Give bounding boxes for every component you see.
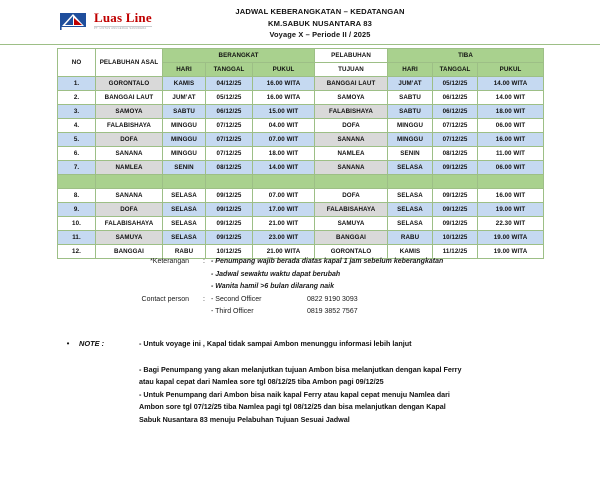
title-line-1: JADWAL KEBERANGKATAN – KEDATANGAN: [235, 7, 405, 16]
row-tiba-hari: MINGGU: [388, 119, 433, 133]
row-tiba-hari: SELASA: [388, 161, 433, 175]
document-titles: [0, 6, 600, 41]
row-tiba-hari: KAMIS: [388, 245, 433, 259]
separator-cell: [206, 175, 253, 189]
separator-cell: [478, 175, 544, 189]
row-pelabuhan-asal: DOFA: [96, 133, 163, 147]
row-no: 6.: [58, 147, 96, 161]
table-row: [58, 161, 544, 175]
row-berangkat-pukul: 16.00 WITA: [253, 91, 315, 105]
row-berangkat-tanggal: 09/12/25: [206, 189, 253, 203]
table-separator: [58, 175, 544, 189]
separator-cell: [433, 175, 478, 189]
table-row: [58, 77, 544, 91]
contact-row: [57, 294, 547, 307]
row-tiba-hari: SELASA: [388, 203, 433, 217]
contact-phone-2[interactable]: 0819 3852 7567: [307, 308, 358, 315]
keterangan-row: [57, 281, 547, 294]
row-berangkat-tanggal: 08/12/25: [206, 161, 253, 175]
row-tiba-pukul: 16.00 WIT: [478, 189, 544, 203]
table-head: [58, 49, 544, 77]
row-tiba-pukul: 19.00 WITA: [478, 245, 544, 259]
row-tiba-hari: JUM’AT: [388, 77, 433, 91]
contact-entry-2: [211, 306, 547, 319]
row-tiba-pukul: 14.00 WIT: [478, 91, 544, 105]
row-berangkat-tanggal: 09/12/25: [206, 217, 253, 231]
row-pelabuhan-tujuan: FALABISAHAYA: [315, 203, 388, 217]
row-pelabuhan-tujuan: DOFA: [315, 189, 388, 203]
row-berangkat-pukul: 07.00 WIT: [253, 189, 315, 203]
schedule-table: [57, 48, 544, 259]
contact-row: [57, 306, 547, 319]
keterangan-spacer-colon: [203, 281, 211, 294]
note-row: [57, 338, 557, 426]
row-tiba-pukul: 19.00 WIT: [478, 203, 544, 217]
row-tiba-hari: SENIN: [388, 147, 433, 161]
table-body-voyage-return: [58, 189, 544, 259]
row-tiba-hari: MINGGU: [388, 133, 433, 147]
separator-cell: [253, 175, 315, 189]
separator-cell: [388, 175, 433, 189]
separator-cell: [96, 175, 163, 189]
row-berangkat-tanggal: 07/12/25: [206, 133, 253, 147]
row-no: 8.: [58, 189, 96, 203]
row-tiba-tanggal: 09/12/25: [433, 189, 478, 203]
row-berangkat-hari: SENIN: [163, 161, 206, 175]
row-berangkat-pukul: 21.00 WIT: [253, 217, 315, 231]
keterangan-spacer: [57, 269, 203, 282]
keterangan-item-2: - Jadwal sewaktu waktu dapat berubah: [211, 270, 341, 278]
keterangan-item-3: - Wanita hamil >6 bulan dilarang naik: [211, 283, 334, 290]
row-berangkat-hari: MINGGU: [163, 119, 206, 133]
row-pelabuhan-asal: BANGGAI: [96, 245, 163, 259]
row-berangkat-pukul: 04.00 WIT: [253, 119, 315, 133]
row-no: 12.: [58, 245, 96, 259]
row-berangkat-hari: RABU: [163, 245, 206, 259]
row-tiba-tanggal: 09/12/25: [433, 217, 478, 231]
row-berangkat-tanggal: 10/12/25: [206, 245, 253, 259]
row-berangkat-hari: KAMIS: [163, 77, 206, 91]
row-berangkat-hari: SELASA: [163, 217, 206, 231]
row-berangkat-hari: SELASA: [163, 231, 206, 245]
row-tiba-tanggal: 07/12/25: [433, 119, 478, 133]
row-tiba-pukul: 06.00 WIT: [478, 161, 544, 175]
table-row: [58, 105, 544, 119]
row-tiba-tanggal: 09/12/25: [433, 203, 478, 217]
row-tiba-tanggal: 11/12/25: [433, 245, 478, 259]
table-row: [58, 189, 544, 203]
table-body-voyage-outbound: [58, 77, 544, 175]
row-tiba-tanggal: 06/12/25: [433, 91, 478, 105]
row-berangkat-hari: SELASA: [163, 203, 206, 217]
row-no: 11.: [58, 231, 96, 245]
col-header-pelabuhan-tujuan-line1: PELABUHAN: [315, 49, 388, 63]
col-header-berangkat-tanggal: TANGGAL: [206, 63, 253, 77]
row-berangkat-tanggal: 05/12/25: [206, 91, 253, 105]
row-berangkat-pukul: 07.00 WIT: [253, 133, 315, 147]
keterangan-label: *Keterangan: [150, 258, 189, 265]
col-header-pelabuhan-tujuan-line2: TUJUAN: [315, 63, 388, 77]
title-line-2: KM.SABUK NUSANTARA 83: [268, 18, 372, 28]
row-pelabuhan-asal: SAMUYA: [96, 231, 163, 245]
row-berangkat-hari: SABTU: [163, 105, 206, 119]
contact-label: Contact person: [141, 295, 189, 303]
col-header-berangkat-hari: HARI: [163, 63, 206, 77]
col-header-no: NO: [58, 49, 96, 77]
col-header-tiba: TIBA: [388, 49, 544, 63]
note-body: [139, 338, 557, 426]
row-pelabuhan-asal: DOFA: [96, 203, 163, 217]
title-line-3: Voyage X – Periode II / 2025: [269, 30, 371, 39]
row-berangkat-tanggal: 07/12/25: [206, 119, 253, 133]
row-tiba-tanggal: 05/12/25: [433, 77, 478, 91]
row-tiba-pukul: 22.30 WIT: [478, 217, 544, 231]
row-tiba-pukul: 18.00 WIT: [478, 105, 544, 119]
row-pelabuhan-tujuan: BANGGAI: [315, 231, 388, 245]
table-row: [58, 147, 544, 161]
row-tiba-pukul: 14.00 WITA: [478, 77, 544, 91]
keterangan-block: [57, 256, 547, 319]
col-header-tiba-hari: HARI: [388, 63, 433, 77]
col-header-tiba-tanggal: TANGGAL: [433, 63, 478, 77]
row-tiba-hari: SELASA: [388, 217, 433, 231]
row-pelabuhan-tujuan: FALABISHAYA: [315, 105, 388, 119]
row-no: 2.: [58, 91, 96, 105]
note-label: NOTE :: [79, 339, 105, 348]
document-header: [0, 0, 600, 45]
contact-role-2: - Third Officer: [211, 308, 254, 315]
row-berangkat-tanggal: 06/12/25: [206, 105, 253, 119]
row-pelabuhan-asal: SAMOYA: [96, 105, 163, 119]
row-tiba-hari: SABTU: [388, 91, 433, 105]
col-header-berangkat: BERANGKAT: [163, 49, 315, 63]
row-no: 5.: [58, 133, 96, 147]
row-no: 10.: [58, 217, 96, 231]
contact-role-1: - Second Officer: [211, 295, 262, 303]
row-pelabuhan-tujuan: DOFA: [315, 119, 388, 133]
row-pelabuhan-tujuan: SANANA: [315, 161, 388, 175]
row-pelabuhan-asal: SANANA: [96, 189, 163, 203]
row-tiba-pukul: 06.00 WIT: [478, 119, 544, 133]
table-row: [58, 133, 544, 147]
row-berangkat-tanggal: 09/12/25: [206, 231, 253, 245]
row-pelabuhan-asal: GORONTALO: [96, 77, 163, 91]
row-pelabuhan-asal: NAMLEA: [96, 161, 163, 175]
brand-tagline: PT. LINTAS ANUGERAH SAMUDERA: [94, 26, 152, 31]
row-berangkat-hari: MINGGU: [163, 147, 206, 161]
note-line-3: atau kapal cepat dari Namlea sore tgl 08/12/25 tiba Ambon pagi 09/12/25: [139, 377, 384, 386]
contact-spacer-colon: [203, 306, 211, 319]
brand-name: Luas Line: [94, 10, 152, 26]
row-no: 4.: [58, 119, 96, 133]
row-tiba-tanggal: 06/12/25: [433, 105, 478, 119]
row-no: 9.: [58, 203, 96, 217]
row-pelabuhan-asal: FALABISAHAYA: [96, 217, 163, 231]
row-pelabuhan-tujuan: NAMLEA: [315, 147, 388, 161]
table-row: [58, 91, 544, 105]
row-pelabuhan-tujuan: SANANA: [315, 133, 388, 147]
row-pelabuhan-tujuan: SAMUYA: [315, 217, 388, 231]
row-pelabuhan-tujuan: SAMOYA: [315, 91, 388, 105]
row-berangkat-tanggal: 09/12/25: [206, 203, 253, 217]
row-berangkat-pukul: 16.00 WITA: [253, 77, 315, 91]
row-berangkat-hari: SELASA: [163, 189, 206, 203]
row-pelabuhan-asal: BANGGAI LAUT: [96, 91, 163, 105]
table-row: [58, 217, 544, 231]
row-berangkat-pukul: 17.00 WIT: [253, 203, 315, 217]
separator-row: [58, 175, 544, 189]
separator-cell: [58, 175, 96, 189]
row-pelabuhan-asal: FALABISHAYA: [96, 119, 163, 133]
row-berangkat-pukul: 23.00 WIT: [253, 231, 315, 245]
note-line-2: - Bagi Penumpang yang akan melanjutkan tujuan Ambon bisa melanjutkan dengan kapal Ferry: [139, 364, 462, 374]
table-row: [58, 119, 544, 133]
row-tiba-hari: SABTU: [388, 105, 433, 119]
row-tiba-tanggal: 10/12/25: [433, 231, 478, 245]
row-berangkat-hari: JUM’AT: [163, 91, 206, 105]
row-tiba-hari: RABU: [388, 231, 433, 245]
separator-cell: [315, 175, 388, 189]
separator-cell: [163, 175, 206, 189]
header-row-top: [58, 49, 544, 63]
row-pelabuhan-tujuan: GORONTALO: [315, 245, 388, 259]
row-tiba-tanggal: 08/12/25: [433, 147, 478, 161]
row-no: 3.: [58, 105, 96, 119]
row-no: 1.: [58, 77, 96, 91]
row-pelabuhan-asal: SANANA: [96, 147, 163, 161]
row-berangkat-pukul: 14.00 WIT: [253, 161, 315, 175]
table-row: [58, 231, 544, 245]
row-berangkat-pukul: 15.00 WIT: [253, 105, 315, 119]
note-line-5: Ambon sore tgl 07/12/25 tiba Namlea pagi tgl 08/12/25 dan bisa melanjutkan dengan Kapal: [139, 402, 446, 411]
keterangan-spacer: [57, 281, 203, 294]
row-tiba-tanggal: 07/12/25: [433, 133, 478, 147]
row-berangkat-hari: MINGGU: [163, 133, 206, 147]
bullet-icon: •: [66, 339, 70, 348]
col-header-berangkat-pukul: PUKUL: [253, 63, 315, 77]
contact-entry-1: [211, 294, 547, 307]
row-tiba-pukul: 16.00 WIT: [478, 133, 544, 147]
note-block: [57, 338, 557, 426]
note-line-6: Sabuk Nusantara 83 menuju Pelabuhan Tujuan Sesuai Jadwal: [139, 414, 350, 424]
keterangan-item-1: - Penumpang wajib berada diatas kapal 1 jam sebelum keberangkatan: [211, 258, 444, 265]
row-pelabuhan-tujuan: BANGGAI LAUT: [315, 77, 388, 91]
row-berangkat-tanggal: 04/12/25: [206, 77, 253, 91]
table-row: [58, 203, 544, 217]
row-tiba-pukul: 11.00 WIT: [478, 147, 544, 161]
keterangan-spacer-colon: [203, 269, 211, 282]
row-tiba-hari: SELASA: [388, 189, 433, 203]
keterangan-row: [57, 269, 547, 282]
contact-colon: :: [203, 295, 205, 303]
col-header-tiba-pukul: PUKUL: [478, 63, 544, 77]
row-no: 7.: [58, 161, 96, 175]
note-line-1: - Untuk voyage ini , Kapal tidak sampai Ambon menunggu informasi lebih lanjut: [139, 339, 412, 348]
note-line-4: - Untuk Penumpang dari Ambon bisa naik kapal Ferry atau kapal cepat menuju Namlea dari: [139, 389, 450, 399]
contact-phone-1[interactable]: 0822 9190 3093: [307, 295, 358, 303]
row-berangkat-tanggal: 07/12/25: [206, 147, 253, 161]
row-berangkat-pukul: 21.00 WITA: [253, 245, 315, 259]
col-header-pelabuhan-asal: PELABUHAN ASAL: [96, 49, 163, 77]
row-berangkat-pukul: 18.00 WIT: [253, 147, 315, 161]
row-tiba-pukul: 19.00 WITA: [478, 231, 544, 245]
keterangan-row: [57, 256, 547, 269]
contact-spacer: [57, 306, 203, 319]
row-tiba-tanggal: 09/12/25: [433, 161, 478, 175]
keterangan-colon: :: [203, 258, 205, 265]
